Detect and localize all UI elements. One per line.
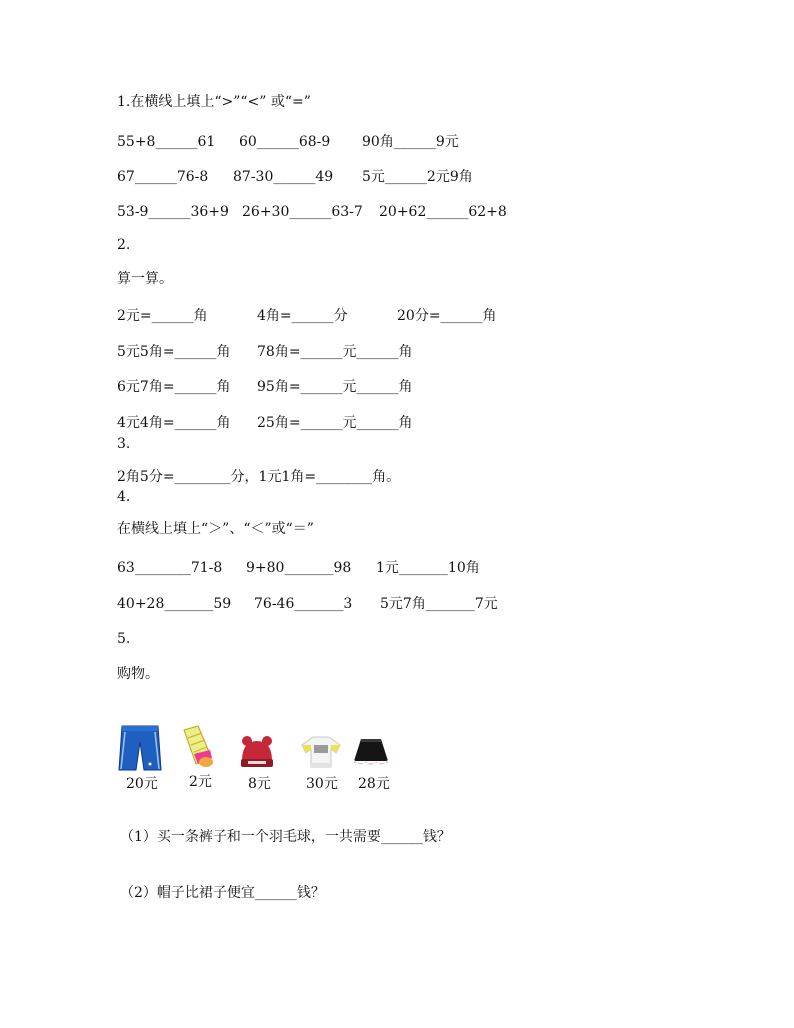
q2-row-1 <box>117 307 497 325</box>
q4-item: 9+80_______98 <box>246 560 352 576</box>
q2-row-4 <box>117 414 413 432</box>
q4-item: 1元_______10角 <box>376 560 480 576</box>
q4-item: 40+28_______59 <box>117 596 232 612</box>
q2-item: 25角=______元______角 <box>257 415 413 431</box>
q1-item: 90角______9元 <box>362 134 459 150</box>
q1-row-2 <box>117 168 473 186</box>
q2-item: 6元7角=______角 <box>117 379 231 395</box>
q4-row-2 <box>117 595 498 613</box>
q3-text: 2角5分=________分，1元1角=________角。 <box>117 469 401 485</box>
q2-item: 5元5角=______角 <box>117 344 231 360</box>
price-label: 30元 <box>306 776 338 792</box>
q5-sub-question-2: （2）帽子比裙子便宜______钱？ <box>120 885 325 901</box>
q4-item: 63________71-8 <box>117 560 223 576</box>
price-label: 20元 <box>126 776 158 792</box>
q2-number: 2. <box>117 237 131 253</box>
q4-row-1 <box>117 559 480 577</box>
q5-title: 购物。 <box>117 666 159 682</box>
q1-row-1 <box>117 133 459 151</box>
hat-icon <box>239 735 275 769</box>
q1-item: 55+8______61 <box>117 134 216 150</box>
q1-item: 60______68-9 <box>239 134 331 150</box>
badminton-shuttlecock-icon <box>176 724 216 768</box>
q2-item: 4元4角=______角 <box>117 415 231 431</box>
q1-item: 5元______2元9角 <box>362 169 473 185</box>
q1-item: 53-9______36+9 <box>117 204 229 220</box>
q2-item: 95角=______元______角 <box>257 379 413 395</box>
q1-item: 67______76-8 <box>117 169 209 185</box>
price-label: 2元 <box>189 774 212 790</box>
price-label: 28元 <box>358 776 390 792</box>
q2-item: 78角=______元______角 <box>257 344 413 360</box>
q2-item: 20分=______角 <box>397 308 497 324</box>
q5-number: 5. <box>117 631 131 647</box>
q4-item: 5元7角_______7元 <box>380 596 498 612</box>
q2-title: 算一算。 <box>117 271 173 287</box>
q1-title: 1.在横线上填上“>”“<” 或“=” <box>117 94 311 110</box>
sweater-icon <box>300 735 342 769</box>
q2-row-3 <box>117 378 413 396</box>
q2-item: 2元=______角 <box>117 308 208 324</box>
pants-icon <box>117 724 163 772</box>
q5-sub-question-1: （1）买一条裤子和一个羽毛球，一共需要______钱？ <box>120 829 451 845</box>
q1-row-3 <box>117 203 507 221</box>
q3-number: 3. <box>117 436 131 452</box>
q2-item: 4角=______分 <box>257 308 348 324</box>
q1-item: 26+30______63-7 <box>242 204 363 220</box>
q1-item: 87-30______49 <box>233 169 334 185</box>
q4-number: 4. <box>117 489 131 505</box>
price-label: 8元 <box>248 776 271 792</box>
q4-item: 76-46_______3 <box>254 596 353 612</box>
q1-item: 20+62______62+8 <box>379 204 507 220</box>
q4-title: 在横线上填上“＞”、“＜”或“＝” <box>117 521 314 537</box>
skirt-icon <box>352 737 390 769</box>
q2-row-2 <box>117 343 413 361</box>
